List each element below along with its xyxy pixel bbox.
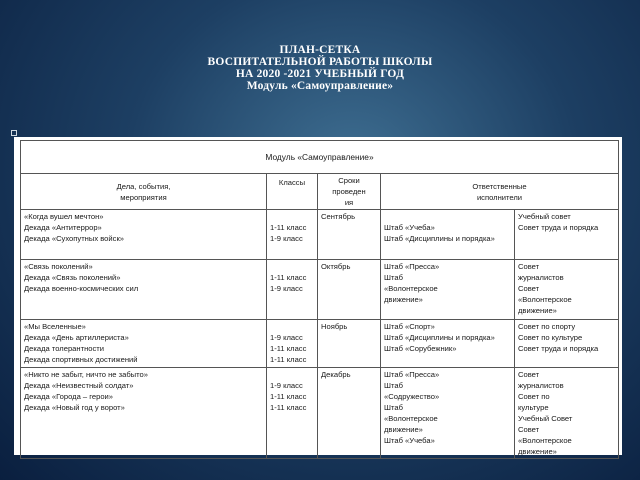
corner-marker bbox=[11, 130, 17, 136]
classes-cell: 1-9 класс 1-11 класс 1-11 класс bbox=[267, 368, 318, 459]
module-header: Модуль «Самоуправление» bbox=[21, 141, 619, 174]
col-header-classes: Классы bbox=[267, 174, 318, 210]
table-row bbox=[21, 260, 619, 320]
events-cell: «Мы Вселенные» Декада «День артиллериста» Декада толерантности Декада спортивных достижений bbox=[21, 320, 267, 368]
document-page bbox=[14, 137, 622, 455]
title-line-4: Модуль «Самоуправление» bbox=[246, 80, 394, 92]
col-header-events: Дела, события, мероприятия bbox=[21, 174, 267, 210]
councils-cell: Совет по спорту Совет по культуре Совет труда и порядка bbox=[515, 320, 619, 368]
councils-cell: Учебный совет Совет труда и порядка bbox=[515, 210, 619, 260]
classes-cell: 1-9 класс 1-11 класс 1-11 класс bbox=[267, 320, 318, 368]
events-cell: «Связь поколений» Декада «Связь поколений» Декада военно-космических сил bbox=[21, 260, 267, 320]
title-line-3: НА 2020 -2021 УЧЕБНЫЙ ГОД bbox=[235, 68, 405, 80]
month-cell: Ноябрь bbox=[318, 320, 381, 368]
table-row bbox=[21, 210, 619, 260]
classes-cell: 1-11 класс 1-9 класс bbox=[267, 210, 318, 260]
slide-title bbox=[0, 44, 640, 92]
header-row bbox=[21, 174, 619, 210]
staff-cell: Штаб «Пресса» Штаб «Содружество» Штаб «Волонтерское движение» Штаб «Учеба» bbox=[381, 368, 515, 459]
staff-cell: Штаб «Пресса» Штаб «Волонтерское движение» bbox=[381, 260, 515, 320]
table-row bbox=[21, 368, 619, 459]
classes-cell: 1-11 класс 1-9 класс bbox=[267, 260, 318, 320]
col-header-dates: Сроки проведен ия bbox=[318, 174, 381, 210]
staff-cell: Штаб «Учеба» Штаб «Дисциплины и порядка» bbox=[381, 210, 515, 260]
plan-table bbox=[20, 140, 619, 459]
month-cell: Сентябрь bbox=[318, 210, 381, 260]
staff-cell: Штаб «Спорт» Штаб «Дисциплины и порядка» Штаб «Сорубежник» bbox=[381, 320, 515, 368]
table-row bbox=[21, 320, 619, 368]
month-cell: Октябрь bbox=[318, 260, 381, 320]
col-header-responsible: Ответственные исполнители bbox=[381, 174, 619, 210]
title-line-2: ВОСПИТАТЕЛЬНОЙ РАБОТЫ ШКОЛЫ bbox=[207, 56, 433, 68]
events-cell: «Когда вушел мечтон» Декада «Антитеррор» Декада «Сухопутных войск» bbox=[21, 210, 267, 260]
title-line-1: ПЛАН-СЕТКА bbox=[279, 44, 361, 56]
councils-cell: Совет журналистов Совет по культуре Учебный Совет Совет «Волонтерское движение» bbox=[515, 368, 619, 459]
councils-cell: Совет журналистов Совет «Волонтерское движение» bbox=[515, 260, 619, 320]
month-cell: Декабрь bbox=[318, 368, 381, 459]
module-row bbox=[21, 141, 619, 174]
events-cell: «Никто не забыт, ничто не забыто» Декада «Неизвестный солдат» Декада «Города – герои» Декада «Новый год у ворот» bbox=[21, 368, 267, 459]
